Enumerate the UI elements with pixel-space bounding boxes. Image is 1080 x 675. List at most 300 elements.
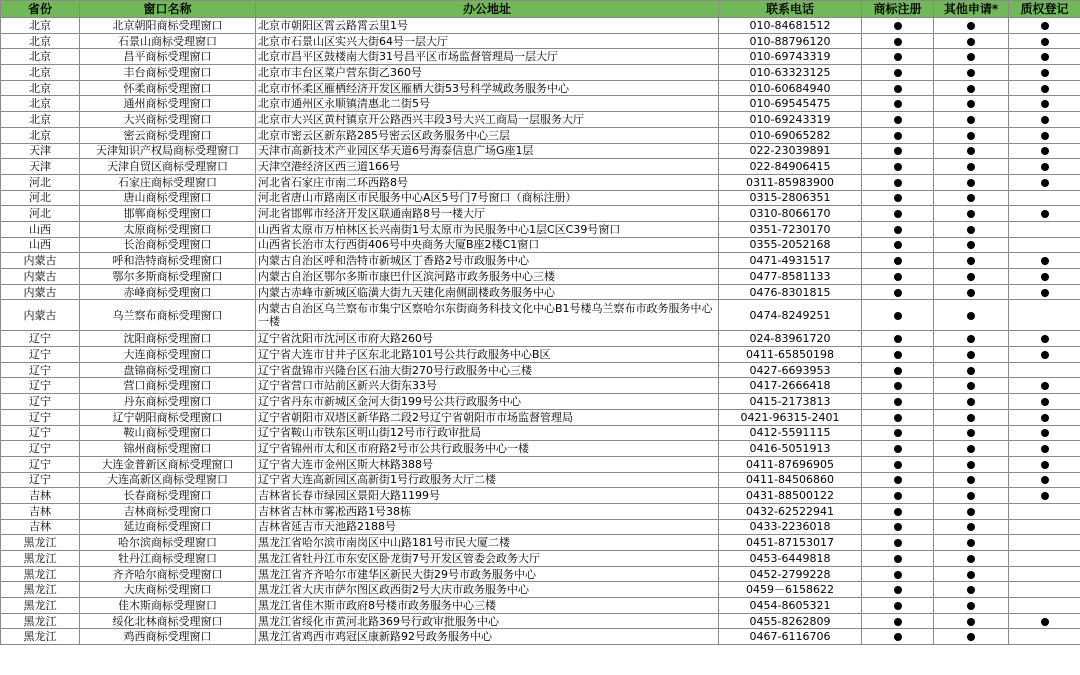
trademark-registration-cell <box>862 49 934 65</box>
other-applications-cell <box>934 519 1009 535</box>
bullet-icon <box>894 22 902 30</box>
pledge-registration-cell <box>1009 456 1080 472</box>
bullet-icon <box>894 85 902 93</box>
table-row <box>1 409 1080 425</box>
table-row <box>1 613 1080 629</box>
trademark-registration-cell <box>862 253 934 269</box>
other-applications-cell <box>934 18 1009 34</box>
bullet-icon <box>967 226 975 234</box>
province-cell: 辽宁 <box>1 409 80 425</box>
bullet-icon <box>894 555 902 563</box>
trademark-registration-cell <box>862 378 934 394</box>
bullet-icon <box>967 602 975 610</box>
pledge-registration-cell <box>1009 206 1080 222</box>
window-name-cell: 北京朝阳商标受理窗口 <box>80 18 256 34</box>
address-cell: 吉林省延吉市天池路2188号 <box>256 519 719 535</box>
bullet-icon <box>967 147 975 155</box>
trademark-registration-cell <box>862 300 934 331</box>
bullet-icon <box>894 382 902 390</box>
bullet-icon <box>894 226 902 234</box>
pledge-registration-cell <box>1009 441 1080 457</box>
trademark-registration-cell <box>862 221 934 237</box>
bullet-icon <box>894 312 902 320</box>
province-cell: 辽宁 <box>1 394 80 410</box>
address-cell: 山西省太原市万柏林区长兴南街1号太原市为民服务中心1层C区C39号窗口 <box>256 221 719 237</box>
bullet-icon <box>967 312 975 320</box>
trademark-registration-cell <box>862 331 934 347</box>
province-cell: 辽宁 <box>1 441 80 457</box>
bullet-icon <box>967 445 975 453</box>
bullet-icon <box>1041 445 1049 453</box>
other-applications-cell <box>934 331 1009 347</box>
table-row <box>1 394 1080 410</box>
other-applications-cell <box>934 378 1009 394</box>
phone-cell: 010-63323125 <box>719 65 862 81</box>
province-cell: 北京 <box>1 80 80 96</box>
bullet-icon <box>1041 22 1049 30</box>
phone-cell: 0411-87696905 <box>719 456 862 472</box>
address-cell: 辽宁省大连市甘井子区东北北路101号公共行政服务中心B区 <box>256 347 719 363</box>
other-applications-cell <box>934 127 1009 143</box>
trademark-registration-cell <box>862 456 934 472</box>
address-cell: 山西省长治市太行西街406号中央商务大厦B座2楼C1窗口 <box>256 237 719 253</box>
pledge-registration-cell <box>1009 253 1080 269</box>
window-name-cell: 丰台商标受理窗口 <box>80 65 256 81</box>
bullet-icon <box>967 38 975 46</box>
bullet-icon <box>894 414 902 422</box>
phone-cell: 010-88796120 <box>719 33 862 49</box>
province-cell: 山西 <box>1 221 80 237</box>
pledge-registration-cell <box>1009 409 1080 425</box>
trademark-registration-cell <box>862 80 934 96</box>
window-name-cell: 大兴商标受理窗口 <box>80 112 256 128</box>
pledge-registration-cell <box>1009 362 1080 378</box>
province-cell: 黑龙江 <box>1 551 80 567</box>
other-applications-cell <box>934 535 1009 551</box>
bullet-icon <box>967 555 975 563</box>
phone-cell: 0459－6158622 <box>719 582 862 598</box>
bullet-icon <box>967 241 975 249</box>
bullet-icon <box>1041 179 1049 187</box>
pledge-registration-cell <box>1009 331 1080 347</box>
province-cell: 北京 <box>1 65 80 81</box>
bullet-icon <box>894 163 902 171</box>
province-cell: 辽宁 <box>1 472 80 488</box>
bullet-icon <box>894 571 902 579</box>
window-name-cell: 昌平商标受理窗口 <box>80 49 256 65</box>
other-applications-cell <box>934 253 1009 269</box>
phone-cell: 0431-88500122 <box>719 488 862 504</box>
bullet-icon <box>1041 461 1049 469</box>
address-cell: 黑龙江省齐齐哈尔市建华区新民大街29号市政务服务中心 <box>256 566 719 582</box>
address-cell: 辽宁省鞍山市铁东区明山街12号市行政审批局 <box>256 425 719 441</box>
address-cell: 河北省邯郸市经济开发区联通南路8号一楼大厅 <box>256 206 719 222</box>
address-cell: 北京市通州区永顺镇清惠北二街5号 <box>256 96 719 112</box>
pledge-registration-cell <box>1009 237 1080 253</box>
address-cell: 辽宁省锦州市太和区市府路2号市公共行政服务中心一楼 <box>256 441 719 457</box>
bullet-icon <box>894 351 902 359</box>
trademark-registration-cell <box>862 425 934 441</box>
phone-cell: 0433-2236018 <box>719 519 862 535</box>
table-row <box>1 472 1080 488</box>
other-applications-cell <box>934 159 1009 175</box>
bullet-icon <box>967 414 975 422</box>
window-name-cell: 沈阳商标受理窗口 <box>80 331 256 347</box>
table-row <box>1 159 1080 175</box>
other-applications-cell <box>934 33 1009 49</box>
trademark-registration-cell <box>862 237 934 253</box>
pledge-registration-cell <box>1009 174 1080 190</box>
province-cell: 天津 <box>1 159 80 175</box>
bullet-icon <box>1041 289 1049 297</box>
table-row <box>1 456 1080 472</box>
window-name-cell: 鄂尔多斯商标受理窗口 <box>80 269 256 285</box>
other-applications-cell <box>934 582 1009 598</box>
address-cell: 天津市高新技术产业园区华天道6号海泰信息广场G座1层 <box>256 143 719 159</box>
pledge-registration-cell <box>1009 472 1080 488</box>
table-row <box>1 488 1080 504</box>
table-row <box>1 347 1080 363</box>
bullet-icon <box>894 445 902 453</box>
pledge-registration-cell <box>1009 613 1080 629</box>
bullet-icon <box>967 586 975 594</box>
pledge-registration-cell <box>1009 143 1080 159</box>
trademark-registration-cell <box>862 174 934 190</box>
address-cell: 黑龙江省哈尔滨市南岗区中山路181号市民大厦二楼 <box>256 535 719 551</box>
window-name-cell: 牡丹江商标受理窗口 <box>80 551 256 567</box>
other-applications-cell <box>934 598 1009 614</box>
bullet-icon <box>894 210 902 218</box>
address-cell: 黑龙江省绥化市黄河北路369号行政审批服务中心 <box>256 613 719 629</box>
phone-cell: 0455-8262809 <box>719 613 862 629</box>
province-cell: 辽宁 <box>1 456 80 472</box>
address-cell: 吉林省长春市绿园区景阳大路1199号 <box>256 488 719 504</box>
header-row <box>1 1 1080 18</box>
phone-cell: 0476-8301815 <box>719 284 862 300</box>
phone-cell: 0355-2052168 <box>719 237 862 253</box>
province-cell: 辽宁 <box>1 425 80 441</box>
bullet-icon <box>894 586 902 594</box>
phone-cell: 0417-2666418 <box>719 378 862 394</box>
phone-cell: 0315-2806351 <box>719 190 862 206</box>
address-cell: 天津空港经济区西三道166号 <box>256 159 719 175</box>
trademark-registration-cell <box>862 598 934 614</box>
trademark-registration-cell <box>862 409 934 425</box>
phone-cell: 0416-5051913 <box>719 441 862 457</box>
window-name-cell: 哈尔滨商标受理窗口 <box>80 535 256 551</box>
other-applications-cell <box>934 503 1009 519</box>
table-row <box>1 378 1080 394</box>
window-name-cell: 乌兰察布商标受理窗口 <box>80 300 256 331</box>
bullet-icon <box>1041 116 1049 124</box>
address-cell: 北京市大兴区黄村镇京开公路西兴丰段3号大兴工商局一层服务大厅 <box>256 112 719 128</box>
phone-cell: 0411-65850198 <box>719 347 862 363</box>
table-row <box>1 362 1080 378</box>
province-cell: 天津 <box>1 143 80 159</box>
bullet-icon <box>1041 257 1049 265</box>
other-applications-cell <box>934 456 1009 472</box>
phone-cell: 0311-85983900 <box>719 174 862 190</box>
trademark-registration-cell <box>862 96 934 112</box>
bullet-icon <box>894 179 902 187</box>
other-applications-cell <box>934 65 1009 81</box>
bullet-icon <box>967 53 975 61</box>
other-applications-cell <box>934 441 1009 457</box>
table-row <box>1 566 1080 582</box>
bullet-icon <box>967 116 975 124</box>
pledge-registration-cell <box>1009 394 1080 410</box>
trademark-registration-cell <box>862 143 934 159</box>
window-name-cell: 通州商标受理窗口 <box>80 96 256 112</box>
phone-cell: 0421-96315-2401 <box>719 409 862 425</box>
bullet-icon <box>894 367 902 375</box>
window-name-cell: 邯郸商标受理窗口 <box>80 206 256 222</box>
pledge-registration-cell <box>1009 190 1080 206</box>
header-window-name: 窗口名称 <box>80 1 256 18</box>
bullet-icon <box>967 22 975 30</box>
table-row <box>1 300 1080 331</box>
pledge-registration-cell <box>1009 582 1080 598</box>
trademark-registration-cell <box>862 535 934 551</box>
trademark-registration-cell <box>862 347 934 363</box>
province-cell: 北京 <box>1 49 80 65</box>
trademark-registration-cell <box>862 190 934 206</box>
bullet-icon <box>894 53 902 61</box>
bullet-icon <box>967 461 975 469</box>
phone-cell: 0467-6116706 <box>719 629 862 645</box>
phone-cell: 0427-6693953 <box>719 362 862 378</box>
address-cell: 内蒙古自治区鄂尔多斯市康巴什区滨河路市政务服务中心三楼 <box>256 269 719 285</box>
other-applications-cell <box>934 206 1009 222</box>
bullet-icon <box>967 69 975 77</box>
table-row <box>1 629 1080 645</box>
address-cell: 内蒙古自治区乌兰察布市集宁区察哈尔东街商务科技文化中心B1号楼乌兰察布市政务服务中心一楼 <box>256 300 719 331</box>
bullet-icon <box>894 335 902 343</box>
phone-cell: 010-60684940 <box>719 80 862 96</box>
bullet-icon <box>967 382 975 390</box>
window-name-cell: 天津知识产权局商标受理窗口 <box>80 143 256 159</box>
window-name-cell: 锦州商标受理窗口 <box>80 441 256 457</box>
pledge-registration-cell <box>1009 566 1080 582</box>
address-cell: 内蒙古自治区呼和浩特市新城区丁香路2号市政服务中心 <box>256 253 719 269</box>
pledge-registration-cell <box>1009 551 1080 567</box>
window-name-cell: 大连高新区商标受理窗口 <box>80 472 256 488</box>
other-applications-cell <box>934 629 1009 645</box>
trademark-registration-cell <box>862 441 934 457</box>
address-cell: 辽宁省沈阳市沈河区市府大路260号 <box>256 331 719 347</box>
province-cell: 北京 <box>1 96 80 112</box>
trademark-registration-cell <box>862 551 934 567</box>
other-applications-cell <box>934 300 1009 331</box>
other-applications-cell <box>934 96 1009 112</box>
bullet-icon <box>967 429 975 437</box>
header-phone: 联系电话 <box>719 1 862 18</box>
bullet-icon <box>1041 429 1049 437</box>
phone-cell: 0432-62522941 <box>719 503 862 519</box>
phone-cell: 0415-2173813 <box>719 394 862 410</box>
table-row <box>1 269 1080 285</box>
bullet-icon <box>967 618 975 626</box>
trademark-registration-cell <box>862 18 934 34</box>
other-applications-cell <box>934 362 1009 378</box>
bullet-icon <box>967 367 975 375</box>
bullet-icon <box>967 508 975 516</box>
pledge-registration-cell <box>1009 96 1080 112</box>
table-row <box>1 519 1080 535</box>
trademark-registration-cell <box>862 566 934 582</box>
address-cell: 黑龙江省牡丹江市东安区卧龙街7号开发区管委会政务大厅 <box>256 551 719 567</box>
header-other-applications: 其他申请* <box>934 1 1009 18</box>
bullet-icon <box>967 163 975 171</box>
bullet-icon <box>967 351 975 359</box>
phone-cell: 0474-8249251 <box>719 300 862 331</box>
trademark-registration-cell <box>862 519 934 535</box>
address-cell: 北京市朝阳区霄云路霄云里1号 <box>256 18 719 34</box>
pledge-registration-cell <box>1009 347 1080 363</box>
table-row <box>1 598 1080 614</box>
bullet-icon <box>1041 351 1049 359</box>
table-body <box>1 18 1080 645</box>
province-cell: 河北 <box>1 190 80 206</box>
pledge-registration-cell <box>1009 300 1080 331</box>
window-name-cell: 大连金普新区商标受理窗口 <box>80 456 256 472</box>
table-row <box>1 112 1080 128</box>
window-name-cell: 佳木斯商标受理窗口 <box>80 598 256 614</box>
bullet-icon <box>1041 273 1049 281</box>
address-cell: 黑龙江省鸡西市鸡冠区康新路92号政务服务中心 <box>256 629 719 645</box>
bullet-icon <box>894 476 902 484</box>
bullet-icon <box>1041 147 1049 155</box>
table-row <box>1 441 1080 457</box>
bullet-icon <box>894 100 902 108</box>
trademark-registration-cell <box>862 33 934 49</box>
header-pledge-registration: 质权登记 <box>1009 1 1080 18</box>
trademark-registration-cell <box>862 472 934 488</box>
table-row <box>1 331 1080 347</box>
phone-cell: 0477-8581133 <box>719 269 862 285</box>
phone-cell: 0471-4931517 <box>719 253 862 269</box>
window-name-cell: 鸡西商标受理窗口 <box>80 629 256 645</box>
province-cell: 内蒙古 <box>1 300 80 331</box>
bullet-icon <box>967 539 975 547</box>
other-applications-cell <box>934 551 1009 567</box>
bullet-icon <box>967 85 975 93</box>
trademark-registration-cell <box>862 362 934 378</box>
other-applications-cell <box>934 488 1009 504</box>
trademark-registration-cell <box>862 65 934 81</box>
address-cell: 河北省石家庄市南二环西路8号 <box>256 174 719 190</box>
bullet-icon <box>967 257 975 265</box>
bullet-icon <box>967 179 975 187</box>
other-applications-cell <box>934 221 1009 237</box>
bullet-icon <box>894 38 902 46</box>
window-name-cell: 石景山商标受理窗口 <box>80 33 256 49</box>
bullet-icon <box>894 398 902 406</box>
pledge-registration-cell <box>1009 80 1080 96</box>
trademark-registration-cell <box>862 488 934 504</box>
bullet-icon <box>1041 476 1049 484</box>
bullet-icon <box>894 147 902 155</box>
address-cell: 北京市密云区新东路285号密云区政务服务中心三层 <box>256 127 719 143</box>
bullet-icon <box>1041 53 1049 61</box>
table-row <box>1 174 1080 190</box>
province-cell: 北京 <box>1 127 80 143</box>
phone-cell: 022-84906415 <box>719 159 862 175</box>
province-cell: 吉林 <box>1 503 80 519</box>
bullet-icon <box>1041 132 1049 140</box>
phone-cell: 022-23039891 <box>719 143 862 159</box>
province-cell: 吉林 <box>1 488 80 504</box>
table-row <box>1 127 1080 143</box>
table-row <box>1 49 1080 65</box>
bullet-icon <box>894 429 902 437</box>
bullet-icon <box>967 335 975 343</box>
bullet-icon <box>894 69 902 77</box>
table-row <box>1 253 1080 269</box>
bullet-icon <box>894 461 902 469</box>
bullet-icon <box>894 132 902 140</box>
bullet-icon <box>1041 69 1049 77</box>
window-name-cell: 长治商标受理窗口 <box>80 237 256 253</box>
trademark-registration-cell <box>862 127 934 143</box>
other-applications-cell <box>934 347 1009 363</box>
bullet-icon <box>967 492 975 500</box>
province-cell: 辽宁 <box>1 378 80 394</box>
province-cell: 内蒙古 <box>1 284 80 300</box>
address-cell: 吉林省吉林市雾凇西路1号38栋 <box>256 503 719 519</box>
bullet-icon <box>1041 85 1049 93</box>
table-row <box>1 551 1080 567</box>
bullet-icon <box>967 273 975 281</box>
bullet-icon <box>1041 382 1049 390</box>
window-name-cell: 密云商标受理窗口 <box>80 127 256 143</box>
phone-cell: 0412-5591115 <box>719 425 862 441</box>
bullet-icon <box>967 571 975 579</box>
province-cell: 河北 <box>1 174 80 190</box>
phone-cell: 0454-8605321 <box>719 598 862 614</box>
table-row <box>1 535 1080 551</box>
window-name-cell: 丹东商标受理窗口 <box>80 394 256 410</box>
trademark-registration-cell <box>862 503 934 519</box>
pledge-registration-cell <box>1009 488 1080 504</box>
window-name-cell: 吉林商标受理窗口 <box>80 503 256 519</box>
phone-cell: 010-69065282 <box>719 127 862 143</box>
pledge-registration-cell <box>1009 112 1080 128</box>
other-applications-cell <box>934 566 1009 582</box>
bullet-icon <box>967 398 975 406</box>
trademark-registration-cell <box>862 582 934 598</box>
address-cell: 辽宁省营口市站前区新兴大街东33号 <box>256 378 719 394</box>
trademark-registration-cell <box>862 206 934 222</box>
table-row <box>1 190 1080 206</box>
province-cell: 黑龙江 <box>1 613 80 629</box>
bullet-icon <box>894 273 902 281</box>
window-name-cell: 石家庄商标受理窗口 <box>80 174 256 190</box>
trademark-registration-cell <box>862 159 934 175</box>
address-cell: 北京市怀柔区雁栖经济开发区雁栖大街53号科学城政务服务中心 <box>256 80 719 96</box>
bullet-icon <box>1041 163 1049 171</box>
other-applications-cell <box>934 237 1009 253</box>
other-applications-cell <box>934 394 1009 410</box>
province-cell: 吉林 <box>1 519 80 535</box>
address-cell: 辽宁省大连高新园区高新街1号行政服务大厅二楼 <box>256 472 719 488</box>
table-row <box>1 206 1080 222</box>
pledge-registration-cell <box>1009 284 1080 300</box>
bullet-icon <box>894 602 902 610</box>
province-cell: 山西 <box>1 237 80 253</box>
window-name-cell: 营口商标受理窗口 <box>80 378 256 394</box>
trademark-registration-cell <box>862 613 934 629</box>
